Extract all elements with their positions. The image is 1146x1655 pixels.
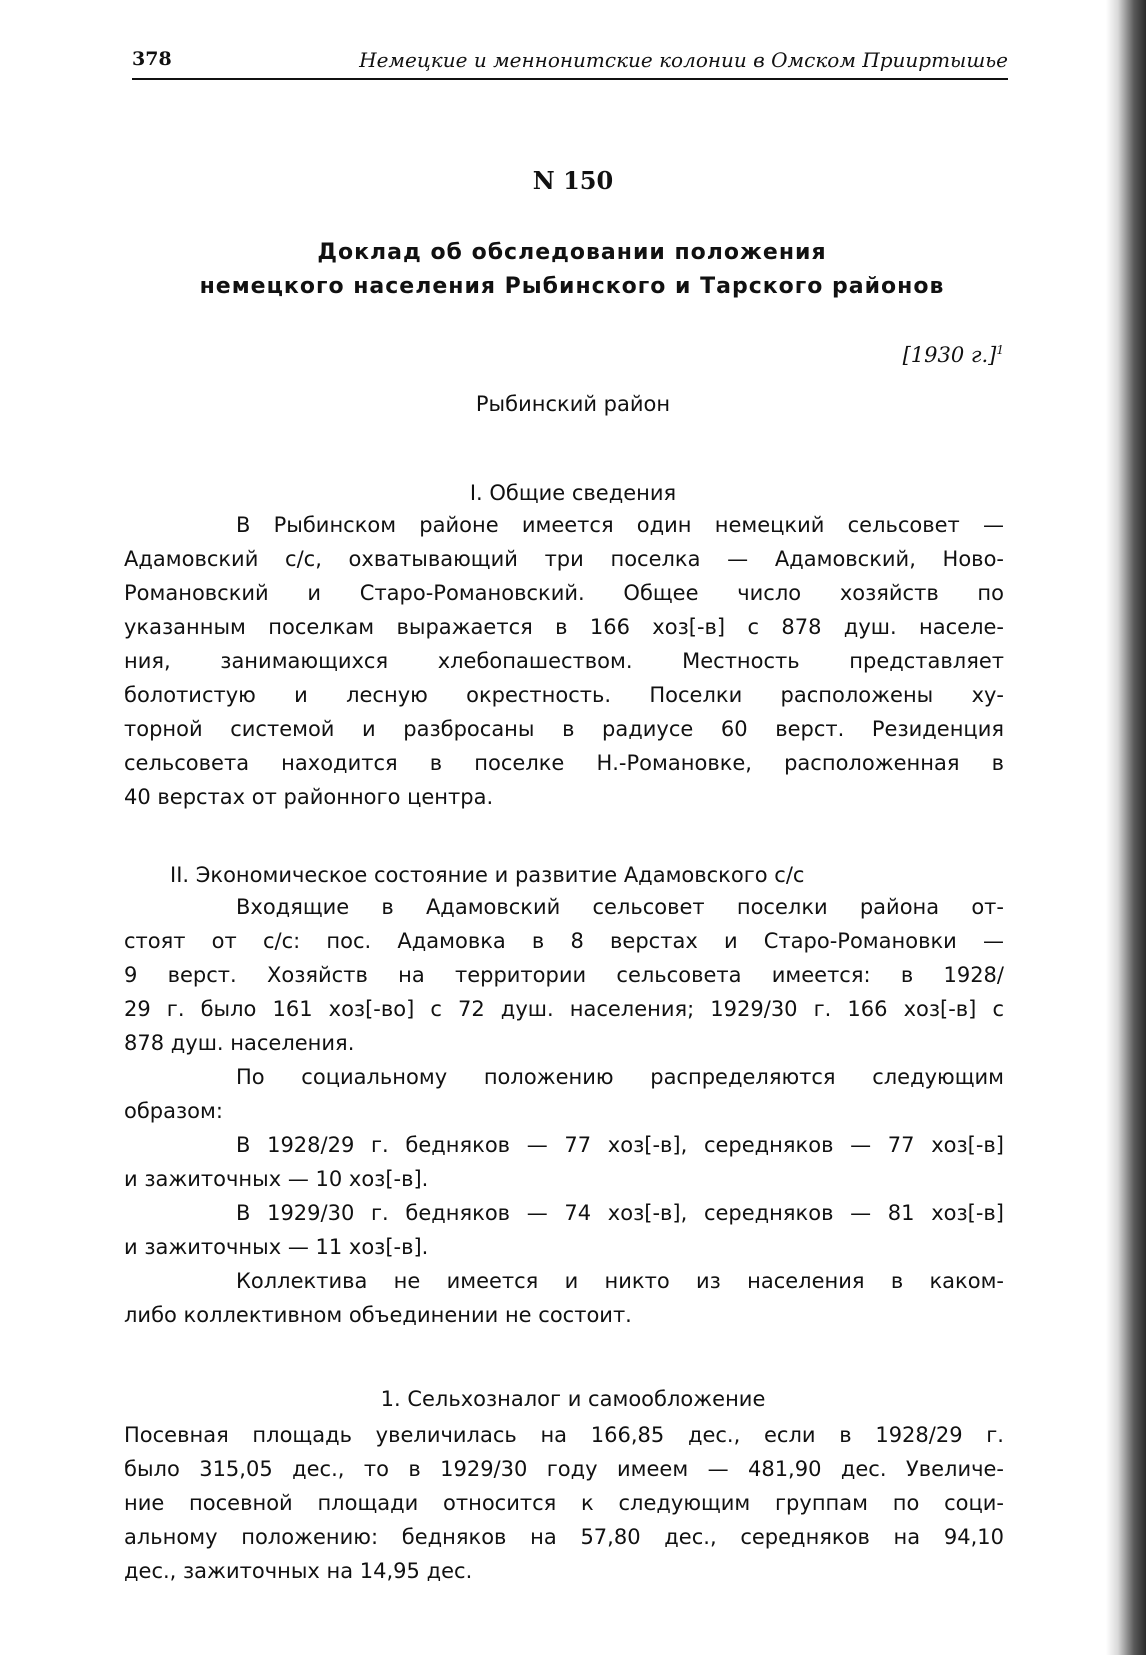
document-title (132, 236, 1012, 304)
text-line: торной системой и разбросаны в радиусе 60 верст. Резиденция (124, 717, 1004, 741)
page-number: 378 (132, 48, 172, 70)
text-line: 878 душ. населения. (124, 1031, 355, 1055)
text-line: указанным поселкам выражается в 166 хоз[-в] с 878 душ. населе- (124, 615, 1004, 639)
document-title-line: немецкого населения Рыбинского и Тарского районов (199, 274, 945, 299)
text-line: альному положению: бедняков на 57,80 дес., середняков на 94,10 (124, 1525, 1004, 1549)
section-heading: 1. Сельхозналог и самообложение (380, 1387, 766, 1411)
text-line: Коллектива не имеется и никто из населения в каком- (236, 1269, 1004, 1293)
document-number: N 150 (532, 166, 614, 195)
text-line: и зажиточных — 10 хоз[-в]. (124, 1167, 429, 1191)
text-line: болотистую и лесную окрестность. Поселки расположены ху- (124, 683, 1004, 707)
section2-paragraph (124, 890, 1004, 1332)
section-heading: II. Экономическое состояние и развитие Адамовского с/с (170, 863, 805, 887)
text-line: Входящие в Адамовский сельсовет поселки района от- (236, 895, 1004, 919)
text-line: В Рыбинском районе имеется один немецкий сельсовет — (236, 513, 1004, 537)
text-line: образом: (124, 1099, 223, 1123)
document-title-line: Доклад об обследовании положения (317, 240, 827, 265)
text-line: ния, занимающихся хлебопашеством. Местность представляет (124, 649, 1004, 673)
running-head (132, 42, 1008, 80)
text-line: 9 верст. Хозяйств на территории сельсовета имеется: в 1928/ (124, 963, 1004, 987)
text-line: либо коллективном объединении не состоит. (124, 1303, 632, 1327)
running-title: Немецкие и меннонитские колонии в Омском Прииртышье (359, 48, 1008, 72)
text-line: и зажиточных — 11 хоз[-в]. (124, 1235, 429, 1259)
text-line: Посевная площадь увеличилась на 166,85 дес., если в 1928/29 г. (124, 1423, 1004, 1447)
text-line: сельсовета находится в поселке Н.-Романовке, расположенная в (124, 751, 1004, 775)
document-date (903, 343, 1004, 367)
text-line: дес., зажиточных на 14,95 дес. (124, 1559, 473, 1583)
text-line: По социальному положению распределяются следующим (236, 1065, 1004, 1089)
text-line: было 315,05 дес., то в 1929/30 году имеем — 481,90 дес. Увеличе- (124, 1457, 1004, 1481)
text-line: стоят от с/с: пос. Адамовка в 8 верстах и Старо-Романовки — (124, 929, 1004, 953)
text-line: 29 г. было 161 хоз[-во] с 72 душ. населения; 1929/30 г. 166 хоз[-в] с (124, 997, 1004, 1021)
section3-paragraph (124, 1418, 1004, 1588)
text-line: В 1928/29 г. бедняков — 77 хоз[-в], середняков — 77 хоз[-в] (236, 1133, 1004, 1157)
text-line: Адамовский с/с, охватывающий три поселка — Адамовский, Ново- (124, 547, 1004, 571)
document-date-text: [1930 г.] (902, 343, 997, 367)
text-line: В 1929/30 г. бедняков — 74 хоз[-в], середняков — 81 хоз[-в] (236, 1201, 1004, 1225)
region-heading: Рыбинский район (475, 392, 671, 416)
section-heading: I. Общие сведения (469, 481, 677, 505)
text-line: 40 верстах от районного центра. (124, 785, 494, 809)
section1-paragraph (124, 508, 1004, 814)
footnote-mark: 1 (996, 343, 1004, 357)
text-line: ние посевной площади относится к следующим группам по соци- (124, 1491, 1004, 1515)
text-line: Романовский и Старо-Романовский. Общее число хозяйств по (124, 581, 1004, 605)
